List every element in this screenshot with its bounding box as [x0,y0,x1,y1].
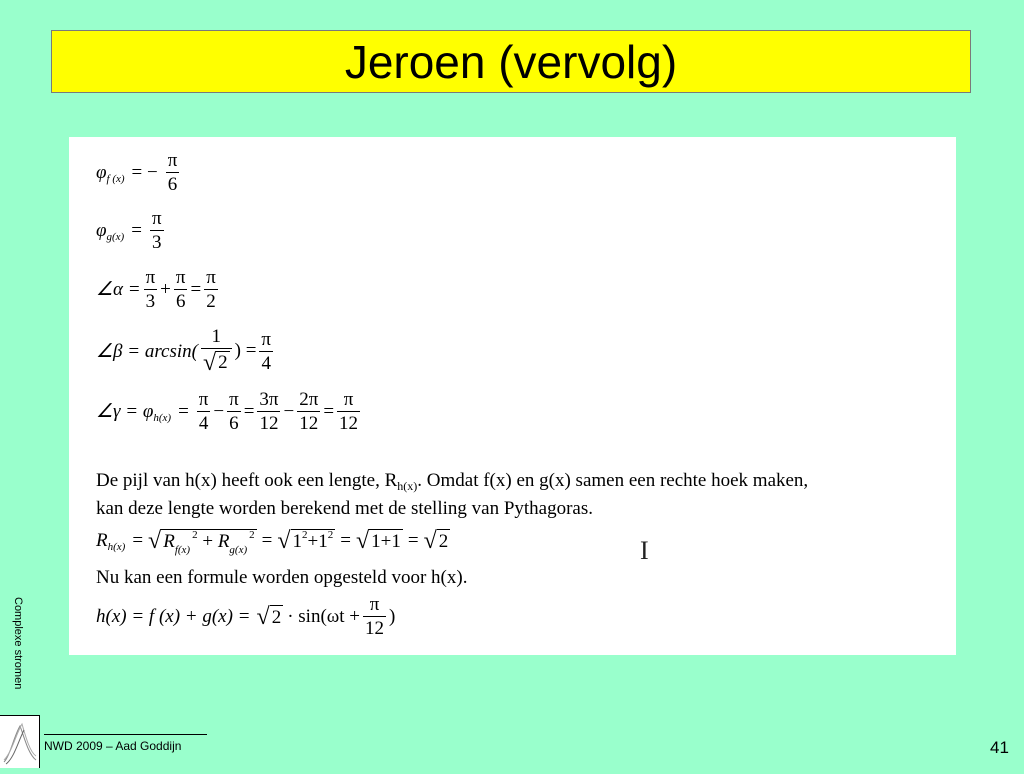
subscript: f (x) [106,172,125,185]
phi-symbol: φ [96,161,107,183]
numerator: 1 [211,326,222,347]
angle-alpha: ∠α = [96,279,141,300]
sqrt [356,529,403,553]
side-label-text: Complexe stromen [12,597,24,690]
numerator: π [229,389,239,410]
number: 1 [292,531,303,552]
numerator: π [369,594,380,615]
sqrt-symbol: √ [355,528,370,554]
fraction [257,390,280,433]
fraction [144,268,158,311]
sqrt-symbol: √ [423,528,437,554]
text: De pijl van h(x) heeft ook een lengte, R [96,470,398,491]
phi-symbol: φ [96,219,107,241]
fraction [363,595,386,638]
radicand: 2 [271,606,282,628]
numerator: 2π [299,389,319,410]
fraction [259,330,273,373]
denominator: 12 [259,413,279,434]
sqrt-symbol: √ [148,528,162,554]
equation-r [96,528,450,556]
sqrt [424,529,451,553]
operator: = [261,530,273,551]
text-cursor-icon: I [640,536,649,565]
operator: = [243,400,255,422]
sqrt-symbol: √ [202,350,217,376]
equation-h [96,595,395,638]
fraction [150,209,164,252]
subscript: h(x) [153,411,172,424]
operator: = [132,530,144,551]
numerator: π [151,208,162,229]
equation-phi-g [96,209,167,252]
side-label [10,597,28,715]
content-panel [69,137,956,655]
sqrt [148,528,257,556]
denominator: 2 [206,291,216,312]
subscript: g(x) [229,544,248,556]
sqrt [257,605,284,629]
operator: − [213,400,225,422]
denominator: 4 [198,413,209,434]
sqrt-symbol: √ [256,603,270,630]
numerator: π [167,150,178,171]
numerator: π [145,267,156,288]
denominator: 6 [229,413,239,434]
superscript: 2 [302,529,308,541]
logo-graphic [0,716,40,769]
numerator: 3π [259,389,279,410]
denominator: 12 [299,413,319,434]
number: +1 [307,531,328,552]
radicand: 2 [218,352,228,373]
denominator: 4 [261,352,271,374]
numerator: π [261,328,272,350]
operator: = [131,219,142,241]
fraction [174,268,188,311]
operator: ) = [234,340,257,361]
superscript: 2 [327,529,334,541]
denominator [201,348,232,375]
superscript: 2 [249,529,255,541]
equation-beta [96,327,276,375]
operator: = [178,400,189,422]
operator: + [202,531,214,552]
numerator: π [343,389,354,410]
symbol: R [163,531,175,552]
denominator: 3 [145,291,156,312]
operator: − [283,400,295,422]
numerator: π [206,267,216,288]
fraction [166,151,180,194]
title-box [51,30,971,93]
fraction [201,327,232,375]
subscript: g(x) [106,230,125,243]
symbol: R [217,531,230,552]
paragraph-2: Nu kan een formule worden opgesteld voor h(x). [96,567,468,588]
denominator: 3 [152,232,162,253]
subscript: h(x) [397,479,418,493]
operator: = [407,530,419,551]
equation-gamma [96,390,363,433]
fraction [297,390,320,433]
operator: = [323,400,335,422]
denominator: 12 [365,618,385,639]
sqrt [203,351,230,375]
equation-phi-f [96,151,182,194]
denominator: 6 [175,291,186,312]
radicand [291,529,336,553]
fraction [227,390,241,433]
radicand: 2 [438,531,449,552]
angle-gamma: ∠γ = φ [96,401,154,422]
operator: = [190,278,202,300]
page-number: 41 [990,738,1009,757]
operator: = − [131,161,158,183]
operator: + [160,278,171,300]
numerator: π [198,389,209,410]
slide-title: Jeroen (vervolg) [344,35,678,88]
text: . Omdat f(x) en g(x) samen een rechte hoek maken, [417,470,809,491]
footer-divider [44,734,207,735]
operator: ) [389,605,396,627]
fraction [337,390,360,433]
paragraph-line-1 [96,470,808,492]
radicand: 1+1 [371,531,401,552]
fraction [204,268,218,311]
equation-alpha [96,268,221,311]
radicand [161,529,256,556]
denominator: 6 [167,174,178,195]
lhs: h(x) = f (x) + g(x) = [96,605,251,627]
sqrt-symbol: √ [277,528,291,554]
sin-term: · sin(ωt + [287,605,361,627]
numerator: π [175,267,186,288]
logo-icon [0,715,40,768]
footer-text: NWD 2009 – Aad Goddijn [44,739,182,753]
paragraph-line-2: kan deze lengte worden berekend met de stelling van Pythagoras. [96,498,593,519]
denominator: 12 [339,413,359,434]
subscript: h(x) [107,541,126,553]
sqrt [277,529,335,553]
fraction [197,390,211,433]
operator: = [340,530,351,551]
subscript: f(x) [174,544,191,556]
angle-beta: ∠β = arcsin( [96,340,198,362]
symbol: R [96,530,108,551]
superscript: 2 [192,529,198,541]
